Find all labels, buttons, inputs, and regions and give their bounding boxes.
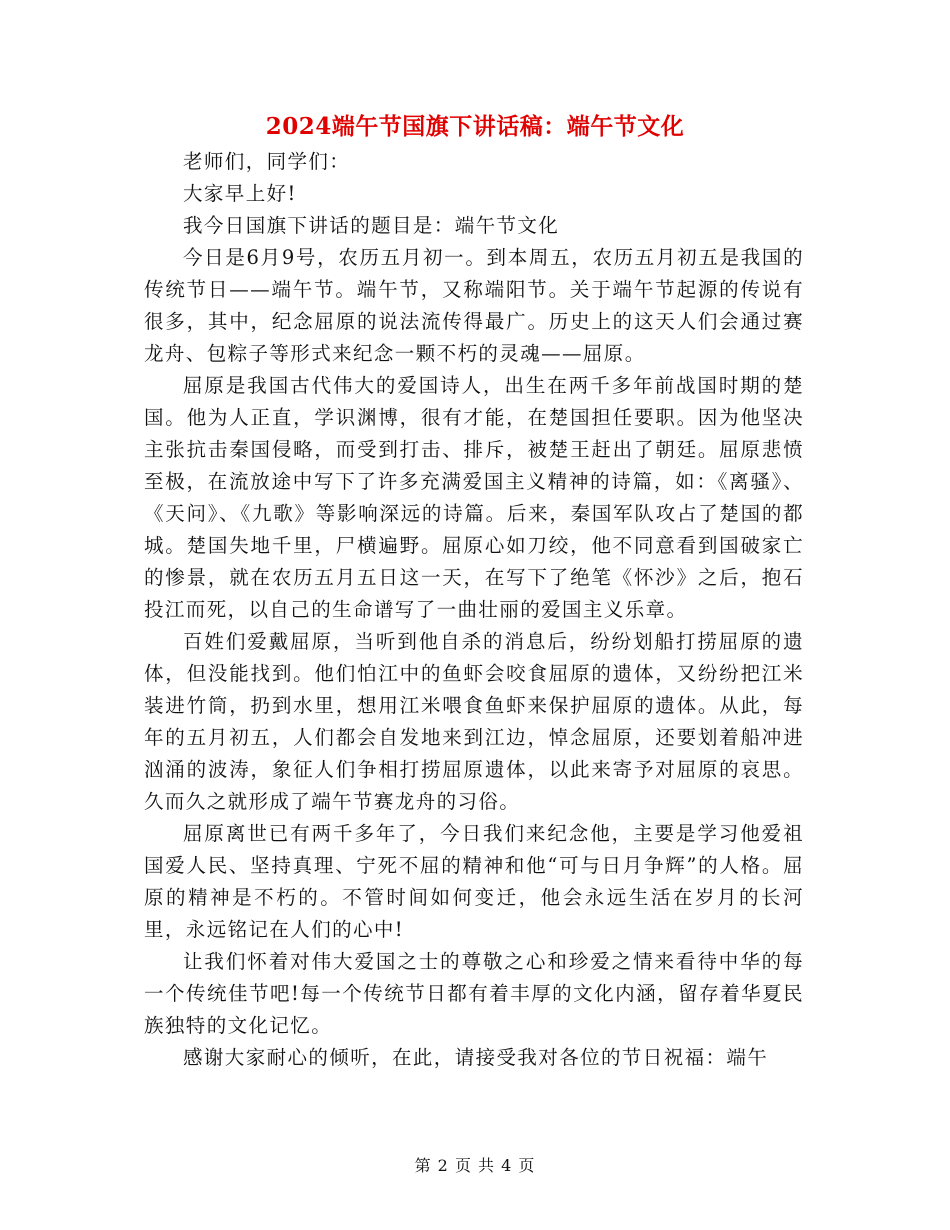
document-body [144,146,804,1074]
page-footer: 第 2 页 共 4 页 [414,1156,536,1175]
paragraph-commemoration: 屈原离世已有两千多年了，今日我们来纪念他，主要是学习他爱祖国爱人民、坚持真理、宁死不屈的精神和他“可与日月争辉”的人格。屈原的精神是不朽的。不管时间如何变迁，他会永远生活在岁月的长河里，永远铭记在人们的心中! [144,822,804,941]
page-title: 2024端午节国旗下讲话稿：端午节文化 [265,113,685,140]
paragraph-qu-yuan-bio: 屈原是我国古代伟大的爱国诗人，出生在两千多年前战国时期的楚国。他为人正直，学识渊博，很有才能，在楚国担任要职。因为他坚决主张抗击秦国侵略，而受到打击、排斥，被楚王赶出了朝廷。屈原悲愤至极，在流放途中写下了许多充满爱国主义精神的诗篇，如：《离骚》、《天问》、《九歌》等影响深远的诗篇。后来，秦国军队攻占了楚国的都城。楚国失地千里，尸横遍野。屈原心如刀绞，他不同意看到国破家亡的惨景，就在农历五月五日这一天，在写下了绝笔《怀沙》之后，抱石投江而死，以自己的生命谱写了一曲壮丽的爱国主义乐章。 [144,374,804,621]
paragraph-greeting: 老师们，同学们： [183,150,351,173]
paragraph-date-intro: 今日是6月9号，农历五月初一。到本周五，农历五月初五是我国的传统节日——端午节。端午节，又称端阳节。关于端午节起源的传说有很多，其中，纪念屈原的说法流传得最广。历史上的这天人们会通过赛龙舟、包粽子等形式来纪念一颗不朽的灵魂——屈原。 [144,246,804,365]
paragraph-call-to-action: 让我们怀着对伟大爱国之士的尊敬之心和珍爱之情来看待中华的每一个传统佳节吧!每一个传统节日都有着丰厚的文化内涵，留存着华夏民族独特的文化记忆。 [144,950,804,1037]
paragraph-topic: 我今日国旗下讲话的题目是：端午节文化 [183,214,560,237]
paragraph-good-morning: 大家早上好! [183,182,297,205]
paragraph-thanks: 感谢大家耐心的倾听，在此，请接受我对各位的节日祝福：端午 [183,1046,769,1069]
paragraph-dragon-boat-origin: 百姓们爱戴屈原，当听到他自杀的消息后，纷纷划船打捞屈原的遗体，但没能找到。他们怕江中的鱼虾会咬食屈原的遗体，又纷纷把江米装进竹筒，扔到水里，想用江米喂食鱼虾来保护屈原的遗体。从此，每年的五月初五，人们都会自发地来到江边，悼念屈原，还要划着船冲进汹涌的波涛，象征人们争相打捞屈原遗体，以此来寄予对屈原的哀思。久而久之就形成了端午节赛龙舟的习俗。 [144,630,804,813]
